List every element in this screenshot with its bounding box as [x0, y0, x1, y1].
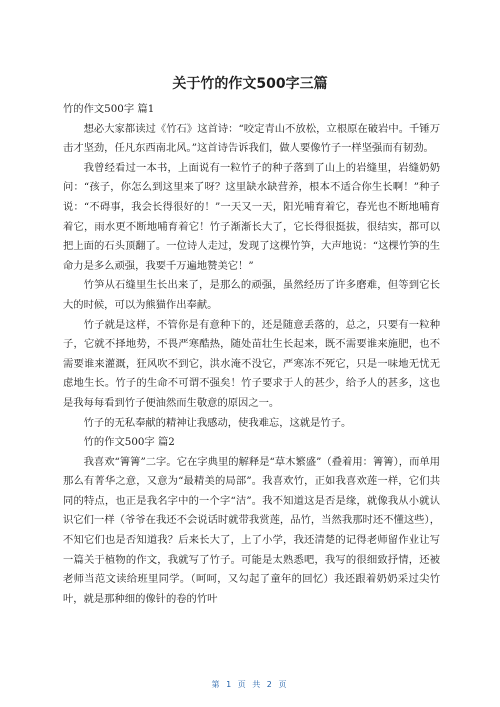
paragraph: 竹子的无私奉献的精神让我感动，使我难忘，这就是竹子。: [83, 416, 352, 429]
section-heading: 竹的作文500字 篇1: [63, 103, 155, 115]
paragraph: 竹笋从石缝里生长出来了，是那么的顽强，虽然经历了许多磨难，但等到它长大的时候，可以为熊猫作出奉献。: [63, 279, 440, 311]
paragraph: 竹子就是这样，不管你是有意种下的，还是随意丢落的，总之，只要有一粒种子，它就不择地势，不畏严寒酷热，随处苗壮生长起来，既不需要谁来施肥，也不需要谁来灌溉，狂风吹不到它，洪水淹不没它，严寒冻不死它，只是一味地无忧无虑地生长。竹子的生命不可谓不强矣！竹子要求于人的甚少，给予人的甚多，这也是我每每看到竹子便油然而生敬意的原因之一。: [63, 318, 440, 409]
page-footer: 第 1 页 共 2 页: [211, 680, 289, 689]
document-title: 关于竹的作文500字三篇: [172, 76, 328, 92]
paragraph: 想必大家都读过《竹石》这首诗：“咬定青山不放松，立根原在破岩中。千锤万击才坚劲，任凡东西南北风。”这首诗告诉我们，做人要像竹子一样坚强而有韧劲。: [63, 122, 440, 155]
paragraph: 我曾经看过一本书，上面说有一粒竹子的种子落到了山上的岩缝里，岩缝奶奶问：“孩子，你怎么到这里来了呀？这里缺水缺营养，根本不适合你生长啊！”种子说：“不碍事，我会长得很好的！”一天又一天，阳光哺育着它，春光也不断地哺育着它，雨水更不断地哺育着它！竹子渐渐长大了，它长得很挺拔，很结实，都可以把上面的石头顶翻了。一位诗人走过，发现了这棵竹笋，大声地说：“这棵竹笋的生命力是多么顽强，我要千万遍地赞美它！”: [63, 161, 440, 272]
document-body: [63, 100, 440, 609]
paragraph: 我喜欢“箐箐”二字。它在字典里的解释是“草木繁盛”（叠着用：箐箐），而单用那么有菁华之意，又意为“最精美的局部”。我喜欢竹，正如我喜欢莲一样，它们共同的特点，也正是我名字中的一个字“洁”。我不知道这是否是缘，就像我从小就认识它们一样（爷爷在我还不会说话时就带我赏莲，品竹，当然我那时还不懂这些），不知它们也是否知道我？后来长大了，上了小学，我还清楚的记得老师留作业让写一篇关于植物的作文，我就写了竹子。可能是太熟悉吧，我写的很细致抒情，还被老师当范文读给班里同学。（呵呵，又勾起了童年的回忆）我还跟着奶奶采过尖竹叶，就是那种细的像针的卷的竹叶: [63, 455, 440, 605]
section-heading: 竹的作文500字 篇2: [83, 436, 175, 449]
